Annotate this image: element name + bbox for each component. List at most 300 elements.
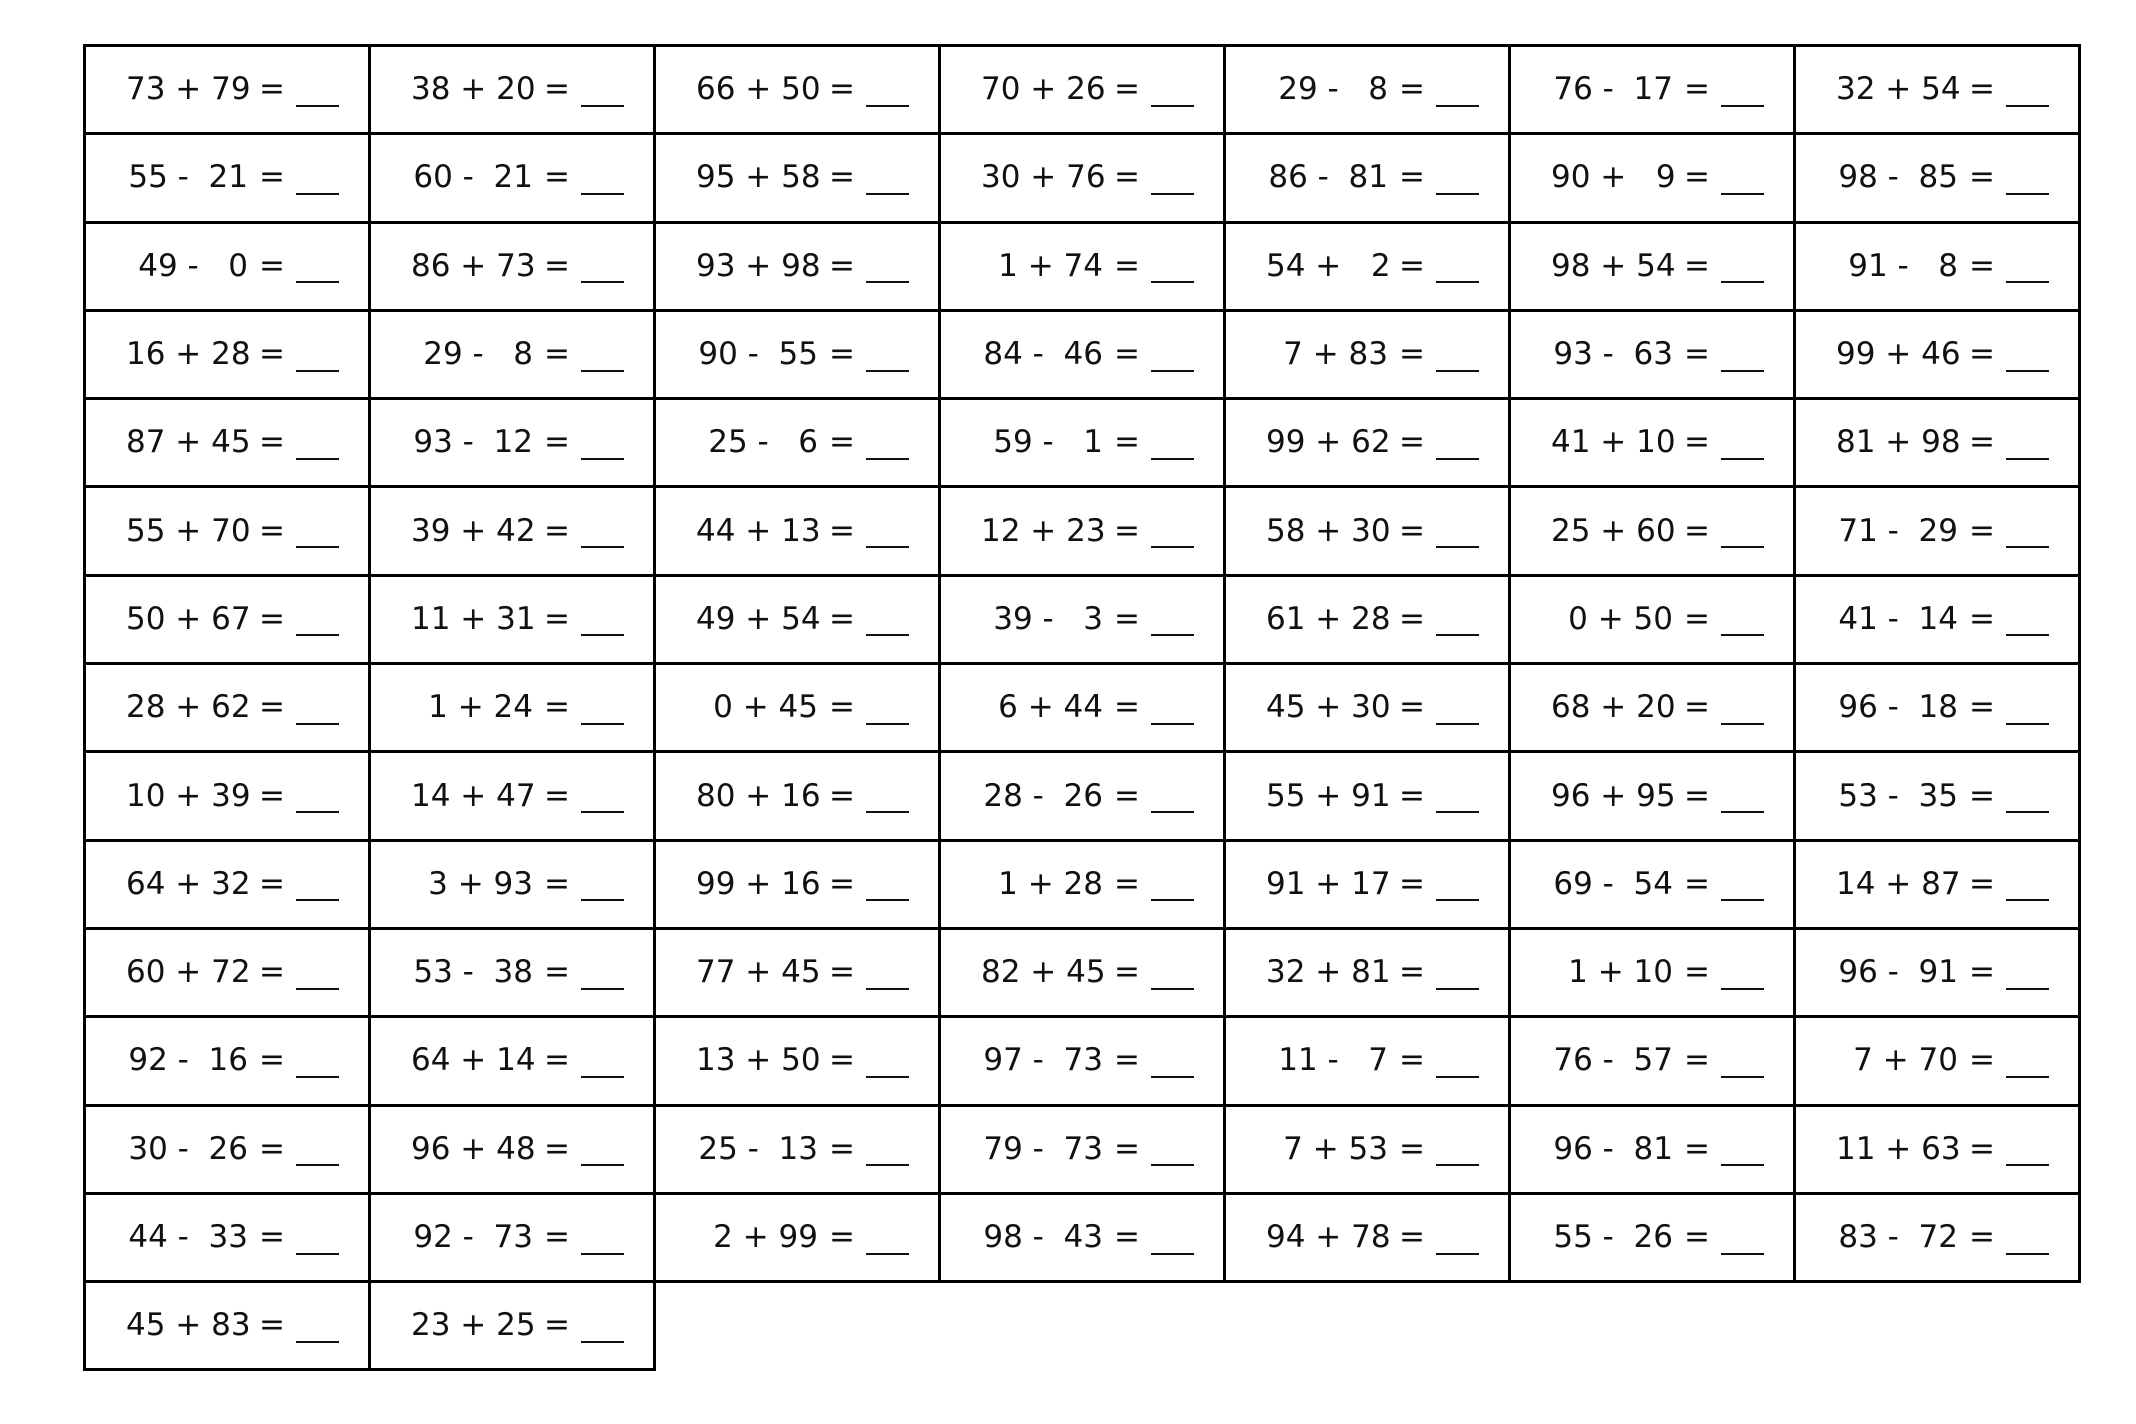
problem-cell [1508,839,1796,930]
problem-expression: 10 + 39 [126,777,251,814]
problem-expression: 87 + 45 [126,424,251,461]
problem-expression: 29 - 8 [1278,71,1388,108]
answer-blank[interactable] [866,1233,909,1255]
answer-blank[interactable] [296,614,339,636]
equals-sign: = [1114,1042,1140,1079]
problem-cell [83,309,371,400]
equals-sign: = [259,1042,285,1079]
answer-blank[interactable] [581,173,624,195]
equals-sign: = [829,777,855,814]
answer-blank[interactable] [1436,438,1479,460]
answer-blank[interactable] [1436,1233,1479,1255]
problem-cell [368,221,656,312]
answer-blank[interactable] [866,968,909,990]
equals-sign: = [544,1307,570,1344]
answer-blank[interactable] [2006,85,2049,107]
answer-blank[interactable] [2006,614,2049,636]
problem-expression: 97 - 73 [983,1042,1103,1079]
answer-blank[interactable] [2006,703,2049,725]
equals-sign: = [544,512,570,549]
answer-blank[interactable] [1721,879,1764,901]
problem-cell [1793,750,2081,841]
problem-expression: 91 - 8 [1848,247,1958,284]
answer-blank[interactable] [581,1321,624,1343]
equals-sign: = [1969,865,1995,902]
answer-blank[interactable] [1151,85,1194,107]
equals-sign: = [1969,512,1995,549]
equals-sign: = [259,1219,285,1255]
problem-cell [653,662,941,753]
problem-cell [1793,1015,2081,1106]
equals-sign: = [544,1042,570,1079]
equals-sign: = [259,71,285,108]
equals-sign: = [829,159,855,196]
answer-blank[interactable] [296,1321,339,1343]
equals-sign: = [829,1219,855,1255]
answer-blank[interactable] [1151,1056,1194,1078]
answer-blank[interactable] [1436,703,1479,725]
problem-cell [368,132,656,223]
problem-cell [83,397,371,488]
problem-cell [1793,309,2081,400]
answer-blank[interactable] [866,614,909,636]
answer-blank[interactable] [1721,350,1764,372]
equals-sign: = [1114,865,1140,902]
problem-cell [1223,397,1511,488]
equals-sign: = [1399,600,1425,637]
answer-blank[interactable] [581,350,624,372]
answer-blank[interactable] [296,791,339,813]
problem-expression: 91 + 17 [1266,865,1391,902]
equals-sign: = [1684,424,1710,461]
equals-sign: = [1399,424,1425,461]
answer-blank[interactable] [866,526,909,548]
problem-cell [368,1192,656,1283]
problem-expression: 61 + 28 [1266,600,1391,637]
equals-sign: = [829,336,855,373]
answer-blank[interactable] [581,879,624,901]
answer-blank[interactable] [1151,350,1194,372]
problem-cell [1508,927,1796,1018]
answer-blank[interactable] [1436,879,1479,901]
equals-sign: = [1684,865,1710,902]
problem-expression: 39 + 42 [411,512,536,549]
equals-sign: = [1684,512,1710,549]
equals-sign: = [1969,1042,1995,1079]
problem-cell [938,1192,1226,1283]
problem-cell [1508,221,1796,312]
answer-blank[interactable] [2006,526,2049,548]
problem-expression: 12 + 23 [981,512,1106,549]
answer-blank[interactable] [2006,173,2049,195]
problem-cell [83,485,371,576]
answer-blank[interactable] [581,526,624,548]
answer-blank[interactable] [2006,1144,2049,1166]
answer-blank[interactable] [2006,261,2049,283]
problem-cell [1508,662,1796,753]
equals-sign: = [1684,1130,1710,1167]
problem-cell [368,750,656,841]
equals-sign: = [1684,71,1710,108]
problem-expression: 0 + 50 [1568,600,1673,637]
equals-sign: = [829,865,855,902]
answer-blank[interactable] [866,703,909,725]
problem-expression: 54 + 2 [1266,247,1391,284]
equals-sign: = [1684,689,1710,726]
answer-blank[interactable] [296,879,339,901]
answer-blank[interactable] [2006,438,2049,460]
equals-sign: = [829,71,855,108]
equals-sign: = [1114,600,1140,637]
problem-cell [1508,485,1796,576]
problem-cell [653,221,941,312]
answer-blank[interactable] [1151,614,1194,636]
problem-cell [1223,485,1511,576]
problem-cell [368,309,656,400]
problem-expression: 11 + 63 [1836,1130,1961,1167]
problem-cell [368,44,656,135]
problem-cell [1508,309,1796,400]
problem-cell [1223,1015,1511,1106]
problem-expression: 7 + 53 [1283,1130,1388,1167]
answer-blank[interactable] [866,438,909,460]
equals-sign: = [1399,865,1425,902]
answer-blank[interactable] [296,1056,339,1078]
problem-cell [83,750,371,841]
problem-cell [938,485,1226,576]
answer-blank[interactable] [296,173,339,195]
problem-expression: 53 - 35 [1838,777,1958,814]
answer-blank[interactable] [1436,968,1479,990]
equals-sign: = [259,1130,285,1167]
problem-expression: 86 - 81 [1268,159,1388,196]
problem-expression: 7 + 83 [1283,336,1388,373]
problem-expression: 64 + 14 [411,1042,536,1079]
answer-blank[interactable] [581,1233,624,1255]
equals-sign: = [544,1130,570,1167]
problem-cell [653,574,941,665]
problem-expression: 14 + 47 [411,777,536,814]
answer-blank[interactable] [1721,85,1764,107]
answer-blank[interactable] [2006,968,2049,990]
problem-cell [938,662,1226,753]
equals-sign: = [544,865,570,902]
problem-cell [653,397,941,488]
problem-expression: 93 - 63 [1553,336,1673,373]
problem-expression: 96 - 18 [1838,689,1958,726]
problem-cell [938,839,1226,930]
answer-blank[interactable] [1151,438,1194,460]
equals-sign: = [1399,512,1425,549]
problem-cell [1508,1015,1796,1106]
equals-sign: = [1399,159,1425,196]
problem-expression: 82 + 45 [981,954,1106,991]
problem-expression: 38 + 20 [411,71,536,108]
problem-cell [368,662,656,753]
answer-blank[interactable] [581,85,624,107]
problem-cell [938,397,1226,488]
answer-blank[interactable] [581,438,624,460]
problem-expression: 96 - 91 [1838,954,1958,991]
equals-sign: = [259,512,285,549]
problem-expression: 1 + 74 [998,247,1103,284]
problem-expression: 60 + 72 [126,954,251,991]
equals-sign: = [1114,689,1140,726]
equals-sign: = [1399,1042,1425,1079]
answer-blank[interactable] [2006,350,2049,372]
equals-sign: = [829,600,855,637]
problem-cell [1793,397,2081,488]
answer-blank[interactable] [866,1056,909,1078]
problem-expression: 70 + 26 [981,71,1106,108]
problem-expression: 2 + 99 [713,1219,818,1255]
answer-blank[interactable] [1436,526,1479,548]
equals-sign: = [1969,159,1995,196]
problem-cell [653,1104,941,1195]
answer-blank[interactable] [1721,438,1764,460]
answer-blank[interactable] [296,703,339,725]
equals-sign: = [829,1130,855,1167]
answer-blank[interactable] [581,703,624,725]
problem-expression: 81 + 98 [1836,424,1961,461]
problem-expression: 55 + 70 [126,512,251,549]
problem-expression: 1 + 10 [1568,954,1673,991]
equals-sign: = [1114,71,1140,108]
problem-expression: 28 - 26 [983,777,1103,814]
answer-blank[interactable] [1151,1233,1194,1255]
equals-sign: = [1399,777,1425,814]
problem-cell [1223,1192,1511,1283]
equals-sign: = [544,954,570,991]
answer-blank[interactable] [581,968,624,990]
problem-expression: 92 - 73 [413,1219,533,1255]
equals-sign: = [1969,954,1995,991]
answer-blank[interactable] [1721,1233,1764,1255]
problem-expression: 0 + 45 [713,689,818,726]
problem-expression: 77 + 45 [696,954,821,991]
equals-sign: = [1114,424,1140,461]
problem-cell [1508,44,1796,135]
answer-blank[interactable] [1721,614,1764,636]
answer-blank[interactable] [866,791,909,813]
equals-sign: = [1114,159,1140,196]
problem-cell [1793,574,2081,665]
problem-cell [938,221,1226,312]
answer-blank[interactable] [866,350,909,372]
problem-cell [1223,750,1511,841]
problem-cell [1508,397,1796,488]
problem-expression: 66 + 50 [696,71,821,108]
equals-sign: = [1399,1219,1425,1255]
answer-blank[interactable] [296,1144,339,1166]
problem-expression: 32 + 54 [1836,71,1961,108]
equals-sign: = [1114,777,1140,814]
problem-cell [1223,44,1511,135]
answer-blank[interactable] [1151,261,1194,283]
problem-expression: 96 + 48 [411,1130,536,1167]
answer-blank[interactable] [1721,1144,1764,1166]
answer-blank[interactable] [1151,968,1194,990]
problem-expression: 29 - 8 [423,336,533,373]
problem-expression: 76 - 57 [1553,1042,1673,1079]
problem-expression: 3 + 93 [428,865,533,902]
answer-blank[interactable] [1721,703,1764,725]
problem-expression: 41 - 14 [1838,600,1958,637]
problem-cell [1223,662,1511,753]
answer-blank[interactable] [1721,526,1764,548]
answer-blank[interactable] [1436,261,1479,283]
problem-cell [938,1104,1226,1195]
problem-cell [1223,927,1511,1018]
answer-blank[interactable] [1151,526,1194,548]
answer-blank[interactable] [1436,350,1479,372]
equals-sign: = [259,777,285,814]
problem-cell [653,1192,941,1283]
problem-cell [368,839,656,930]
equals-sign: = [1684,600,1710,637]
problem-expression: 55 + 91 [1266,777,1391,814]
problem-cell [1793,221,2081,312]
problem-expression: 16 + 28 [126,336,251,373]
answer-blank[interactable] [296,350,339,372]
problem-expression: 55 - 26 [1553,1219,1673,1255]
problem-expression: 53 - 38 [413,954,533,991]
problem-expression: 60 - 21 [413,159,533,196]
answer-blank[interactable] [1721,173,1764,195]
answer-blank[interactable] [1151,173,1194,195]
problem-expression: 68 + 20 [1551,689,1676,726]
equals-sign: = [1684,954,1710,991]
equals-sign: = [829,954,855,991]
answer-blank[interactable] [866,85,909,107]
equals-sign: = [1114,247,1140,284]
equals-sign: = [829,1042,855,1079]
equals-sign: = [259,424,285,461]
answer-blank[interactable] [1151,1144,1194,1166]
problem-expression: 99 + 46 [1836,336,1961,373]
answer-blank[interactable] [581,1056,624,1078]
problem-cell [83,1280,371,1371]
problem-expression: 30 - 26 [128,1130,248,1167]
problem-cell [368,1104,656,1195]
equals-sign: = [1969,777,1995,814]
answer-blank[interactable] [1721,261,1764,283]
problem-cell [368,574,656,665]
answer-blank[interactable] [1151,879,1194,901]
answer-blank[interactable] [1436,791,1479,813]
problem-expression: 14 + 87 [1836,865,1961,902]
equals-sign: = [829,689,855,726]
equals-sign: = [1684,336,1710,373]
answer-blank[interactable] [1721,791,1764,813]
equals-sign: = [544,689,570,726]
answer-blank[interactable] [296,438,339,460]
answer-blank[interactable] [296,1233,339,1255]
problem-cell [653,750,941,841]
problem-cell [653,132,941,223]
equals-sign: = [1399,954,1425,991]
answer-blank[interactable] [1721,968,1764,990]
problem-expression: 25 + 60 [1551,512,1676,549]
equals-sign: = [1399,336,1425,373]
problem-expression: 11 - 7 [1278,1042,1388,1079]
answer-blank[interactable] [581,261,624,283]
problem-cell [368,397,656,488]
equals-sign: = [1114,1130,1140,1167]
problem-expression: 58 + 30 [1266,512,1391,549]
equals-sign: = [544,1219,570,1255]
answer-blank[interactable] [866,879,909,901]
answer-blank[interactable] [1436,614,1479,636]
answer-blank[interactable] [2006,879,2049,901]
problem-expression: 25 - 13 [698,1130,818,1167]
equals-sign: = [1114,1219,1140,1255]
answer-blank[interactable] [581,791,624,813]
problem-cell [83,1015,371,1106]
answer-blank[interactable] [296,85,339,107]
problem-expression: 99 + 16 [696,865,821,902]
answer-blank[interactable] [1436,85,1479,107]
answer-blank[interactable] [296,526,339,548]
equals-sign: = [1399,71,1425,108]
answer-blank[interactable] [296,968,339,990]
answer-blank[interactable] [1151,791,1194,813]
problem-expression: 92 - 16 [128,1042,248,1079]
equals-sign: = [1114,954,1140,991]
problem-cell [368,927,656,1018]
problem-cell [1793,132,2081,223]
problem-cell [1508,132,1796,223]
problem-expression: 45 + 83 [126,1307,251,1344]
problem-cell [83,927,371,1018]
answer-blank[interactable] [296,261,339,283]
problem-cell [1223,839,1511,930]
answer-blank[interactable] [1151,703,1194,725]
problem-expression: 25 - 6 [708,424,818,461]
answer-blank[interactable] [1436,173,1479,195]
answer-blank[interactable] [2006,1233,2049,1255]
equals-sign: = [259,865,285,902]
problem-cell [1508,574,1796,665]
problem-cell [83,1104,371,1195]
equals-sign: = [1399,689,1425,726]
answer-blank[interactable] [581,1144,624,1166]
problem-cell [368,1015,656,1106]
answer-blank[interactable] [1436,1144,1479,1166]
problem-expression: 49 + 54 [696,600,821,637]
answer-blank[interactable] [2006,1056,2049,1078]
answer-blank[interactable] [866,1144,909,1166]
problem-expression: 55 - 21 [128,159,248,196]
problem-cell [653,927,941,1018]
problem-cell [83,574,371,665]
problem-expression: 93 - 12 [413,424,533,461]
problem-expression: 95 + 58 [696,159,821,196]
answer-blank[interactable] [866,173,909,195]
problem-cell [1223,309,1511,400]
answer-blank[interactable] [866,261,909,283]
problem-cell [1793,1104,2081,1195]
problem-cell [83,839,371,930]
problem-expression: 93 + 98 [696,247,821,284]
answer-blank[interactable] [2006,791,2049,813]
answer-blank[interactable] [1436,1056,1479,1078]
problem-expression: 11 + 31 [411,600,536,637]
answer-blank[interactable] [1721,1056,1764,1078]
answer-blank[interactable] [581,614,624,636]
equals-sign: = [1684,1042,1710,1079]
problem-cell [1793,927,2081,1018]
